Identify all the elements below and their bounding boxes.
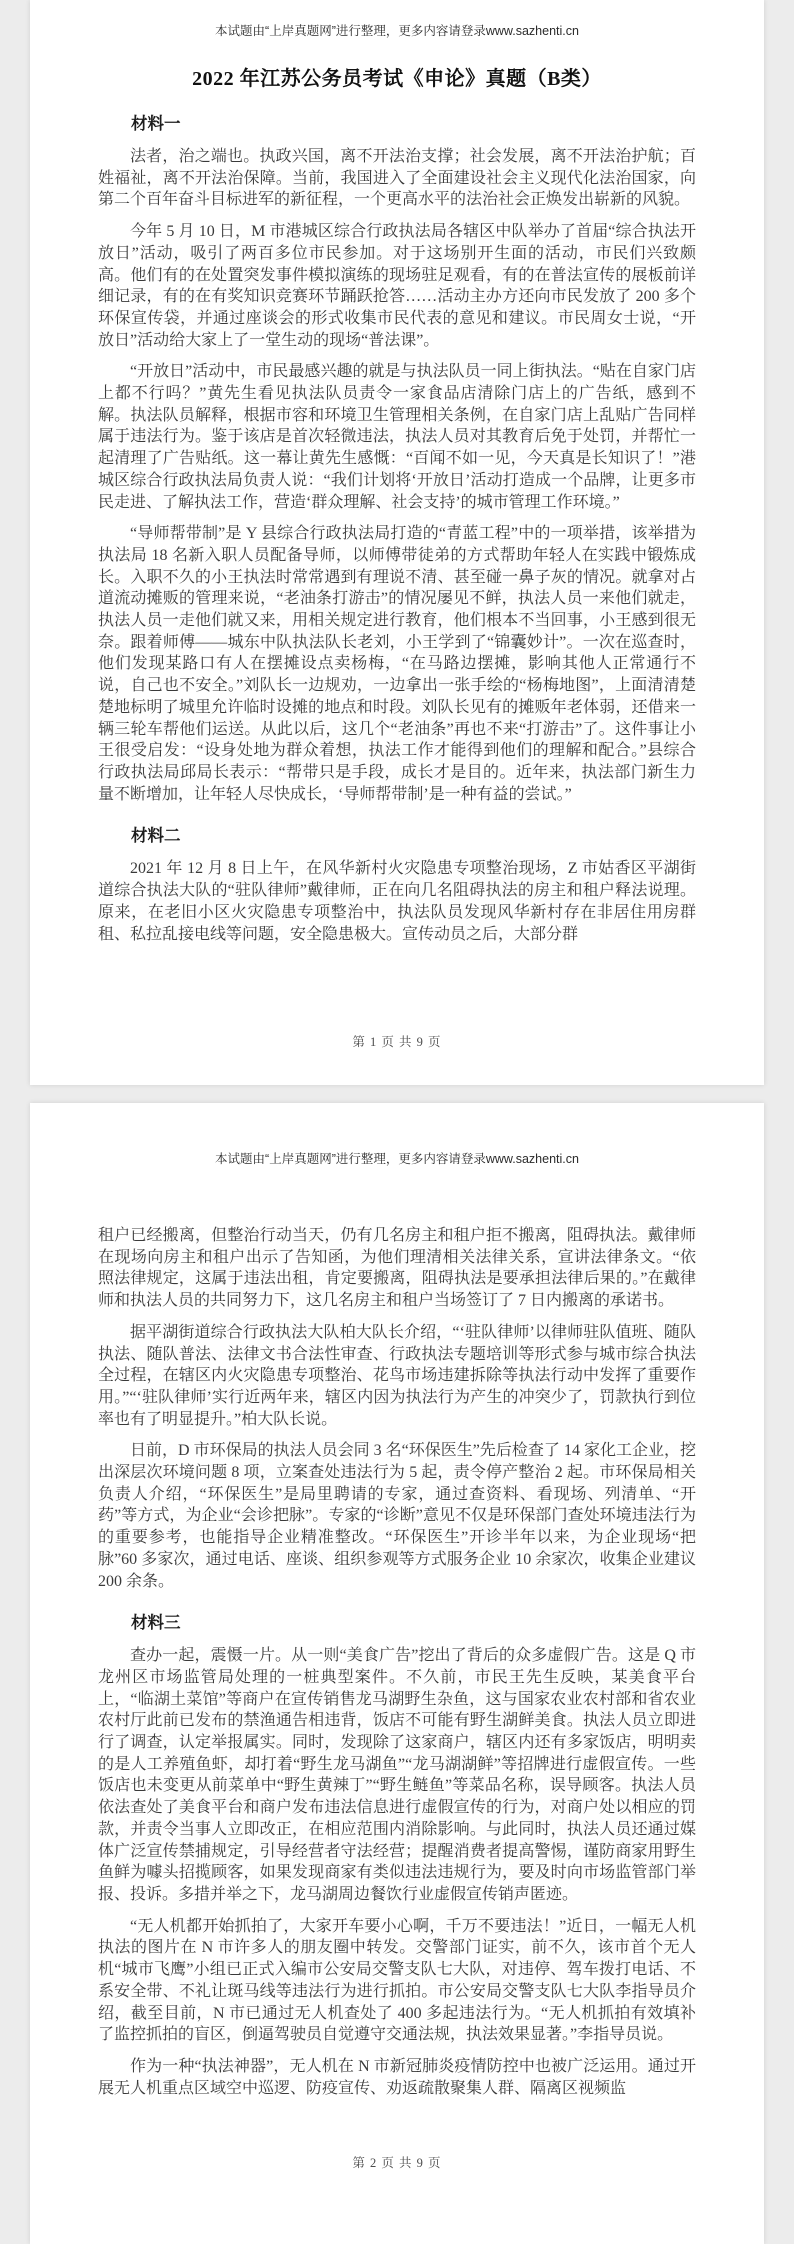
- material-1-paragraph-4: “导师帮带制”是 Y 县综合行政执法局打造的“青蓝工程”中的一项举措，该举措为执法局 18 名新入职人员配备导师，以师傅带徒弟的方式帮助年轻人在实践中锻炼成长。入职不久的小王执法时常常遇到有理说不清、甚至碰一鼻子灰的情况。就拿对占道流动摊贩的管理来说，“老油条打游击”的情况屡见不鲜，执法人员一来他们就走，执法人员一走他们就又来，用相关规定进行教育，他们根本不当回事，小王感到很无奈。跟着师傅——城东中队执法队长老刘，小王学到了“锦囊妙计”。一次在巡查时，他们发现某路口有人在摆摊设点卖杨梅，“在马路边摆摊，影响其他人正常通行不说，自己也不安全。”刘队长一边规劝，一边拿出一张手绘的“杨梅地图”，上面清清楚楚地标明了城里允许临时设摊的地点和时段。刘队长见有的摊贩年老体弱，还借来一辆三轮车帮他们运送。从此以后，这几个“老油条”再也不来“打游击”了。这件事让小王很受启发：“设身处地为群众着想，执法工作才能得到他们的理解和配合。”县综合行政执法局邱局长表示：“帮带只是手段，成长才是目的。近年来，执法部门新生力量不断增加，让年轻人尽快成长，‘导师帮带制’是一种有益的尝试。”: [98, 525, 696, 803]
- material-2-paragraph-2: 据平湖街道综合行政执法大队柏大队长介绍，“‘驻队律师’以律师驻队值班、随队执法、随队普法、法律文书合法性审查、行政执法专题培训等形式参与城市综合执法全过程，在辖区内火灾隐患专项整治、花鸟市场违建拆除等执法行动中发挥了重要作用。”“‘驻队律师’实行近两年来，辖区内因为执法行为产生的冲突少了，罚款执行到位率也有了明显提升。”柏大队长说。: [98, 1323, 696, 1428]
- page-gap: [0, 1085, 794, 1103]
- material-3-paragraph-2: “无人机都开始抓拍了，大家开车要小心啊，千万不要违法！”近日，一幅无人机执法的图片在 N 市许多人的朋友圈中转发。交警部门证实，前不久，该市首个无人机“城市飞鹰”小组已正式入编市公安局交警支队七大队，对违停、驾车拨打电话、不系安全带、不礼让斑马线等违法行为进行抓拍。市公安局交警支队七大队李指导员介绍，截至目前，N 市已通过无人机查处了 400 多起违法行为。“无人机抓拍有效填补了监控抓拍的盲区，倒逼驾驶员自觉遵守交通法规，执法效果显著。”李指导员说。: [98, 1917, 696, 2044]
- material-2-paragraph-3: 日前，D 市环保局的执法人员会同 3 名“环保医生”先后检查了 14 家化工企业，挖出深层次环境问题 8 项，立案查处违法行为 5 起，责令停产整治 2 起。市环保局相关负责人介绍，“环保医生”是局里聘请的专家，通过查资料、看现场、列清单、“开药”等方式，为企业“会诊把脉”。专家的“诊断”意见不仅是环保部门查处环境违法行为的重要参考，也能指导企业精准整改。“环保医生”开诊半年以来，为企业现场“把脉”60 多家次，通过电话、座谈、组织参观等方式服务企业 10 余家次，收集企业建议 200 余条。: [98, 1442, 696, 1590]
- page-2: [30, 1103, 764, 2244]
- material-3-paragraph-3-partial: 作为一种“执法神器”，无人机在 N 市新冠肺炎疫情防控中也被广泛运用。通过开展无人机重点区域空中巡逻、防疫宣传、劝返疏散聚集人群、隔离区视频监: [98, 2057, 696, 2097]
- material-3-heading: 材料三: [131, 1614, 181, 1633]
- material-2-paragraph-1: 2021 年 12 月 8 日上午，在风华新村火灾隐患专项整治现场，Z 市姑香区平湖街道综合执法大队的“驻队律师”戴律师，正在向几名阻碍执法的房主和租户释法说理。原来，在老旧小区火灾隐患专项整治中，执法队员发现风华新村存在非居住用房群租、私拉乱接电线等问题，安全隐患极大。宣传动员之后，大部分群: [98, 860, 696, 943]
- source-site-note: 本试题由“上岸真题网”进行整理，更多内容请登录www.sazhenti.cn: [215, 1152, 579, 1166]
- source-site-note: 本试题由“上岸真题网”进行整理，更多内容请登录www.sazhenti.cn: [215, 24, 579, 38]
- material-3-paragraph-1: 查办一起，震慑一片。从一则“美食广告”挖出了背后的众多虚假广告。这是 Q 市龙州区市场监管局处理的一桩典型案件。不久前，市民王先生反映，某美食平台上，“临湖土菜馆”等商户在宣传销售龙马湖野生杂鱼，这与国家农业农村部和省农业农村厅此前已发布的禁渔通告相违背，饭店不可能有野生湖鲜美食。执法人员立即进行了调查，认定举报属实。同时，发现除了这家商户，辖区内还有多家饭店，明明卖的是人工养殖鱼虾，却打着“野生龙马湖鱼”“龙马湖湖鲜”等招牌进行虚假宣传。一些饭店也未变更从前菜单中“野生黄辣丁”“野生鲢鱼”等菜品名称，误导顾客。执法人员依法查处了美食平台和商户发布违法信息进行虚假宣传的行为，对商户处以相应的罚款，并责令当事人立即改正，在相应范围内消除影响。与此同时，执法人员还通过媒体广泛宣传禁捕规定，引导经营者守法经营；提醒消费者提高警惕，谨防商家用野生鱼鲜为噱头招揽顾客，如果发现商家有类似违法违规行为，要及时向市场监管部门举报、投诉。多措并举之下，龙马湖周边餐饮行业虚假宣传销声匿迹。: [98, 1647, 696, 1903]
- material-1-paragraph-3: “开放日”活动中，市民最感兴趣的就是与执法队员一同上街执法。“贴在自家门店上都不行吗？”黄先生看见执法队员责令一家食品店清除门店上的广告纸，感到不解。执法队员解释，根据市容和环境卫生管理相关条例，在自家门店上乱贴广告同样属于违法行为。鉴于该店是首次轻微违法，执法人员对其教育后免于处罚，并帮忙一起清理了广告贴纸。这一幕让黄先生感慨：“百闻不如一见，今天真是长知识了！”港城区综合行政执法局负责人说：“我们计划将‘开放日’活动打造成一个品牌，让更多市民走进、了解执法工作，营造‘群众理解、社会支持’的城市管理工作环境。”: [98, 363, 696, 511]
- material-1-heading: 材料一: [131, 115, 181, 133]
- page-2-footer: 第 2 页 共 9 页: [352, 2156, 442, 2170]
- page-1: [30, 0, 764, 1085]
- document-title: 2022 年江苏公务员考试《申论》真题（B类）: [192, 68, 602, 90]
- material-1-paragraph-2: 今年 5 月 10 日，M 市港城区综合行政执法局各辖区中队举办了首届“综合执法开放日”活动，吸引了两百多位市民参加。对于这场别开生面的活动，市民们兴致颇高。他们有的在处置突发事件模拟演练的现场驻足观看，有的在普法宣传的展板前详细记录，有的在有奖知识竞赛环节踊跃抢答……活动主办方还向市民发放了 200 多个环保宣传袋，并通过座谈会的形式收集市民代表的意见和建议。市民周女士说，“开放日”活动给大家上了一堂生动的现场“普法课”。: [98, 223, 696, 349]
- page-1-footer: 第 1 页 共 9 页: [352, 1035, 442, 1049]
- material-2-paragraph-1-continued: 租户已经搬离，但整治行动当天，仍有几名房主和租户拒不搬离，阻碍执法。戴律师在现场向房主和租户出示了告知函，为他们理清相关法律关系，宣讲法律条文。“依照法律规定，这属于违法出租，肯定要搬离，阻碍执法是要承担法律后果的。”在戴律师和执法人员的共同努力下，这几名房主和租户当场签订了 7 日内搬离的承诺书。: [98, 1227, 696, 1310]
- material-2-heading: 材料二: [131, 827, 181, 846]
- material-1-paragraph-1: 法者，治之端也。执政兴国，离不开法治支撑；社会发展，离不开法治护航；百姓福祉，离不开法治保障。当前，我国进入了全面建设社会主义现代化法治国家，向第二个百年奋斗目标进军的新征程，一个更高水平的法治社会正焕发出崭新的风貌。: [98, 148, 696, 209]
